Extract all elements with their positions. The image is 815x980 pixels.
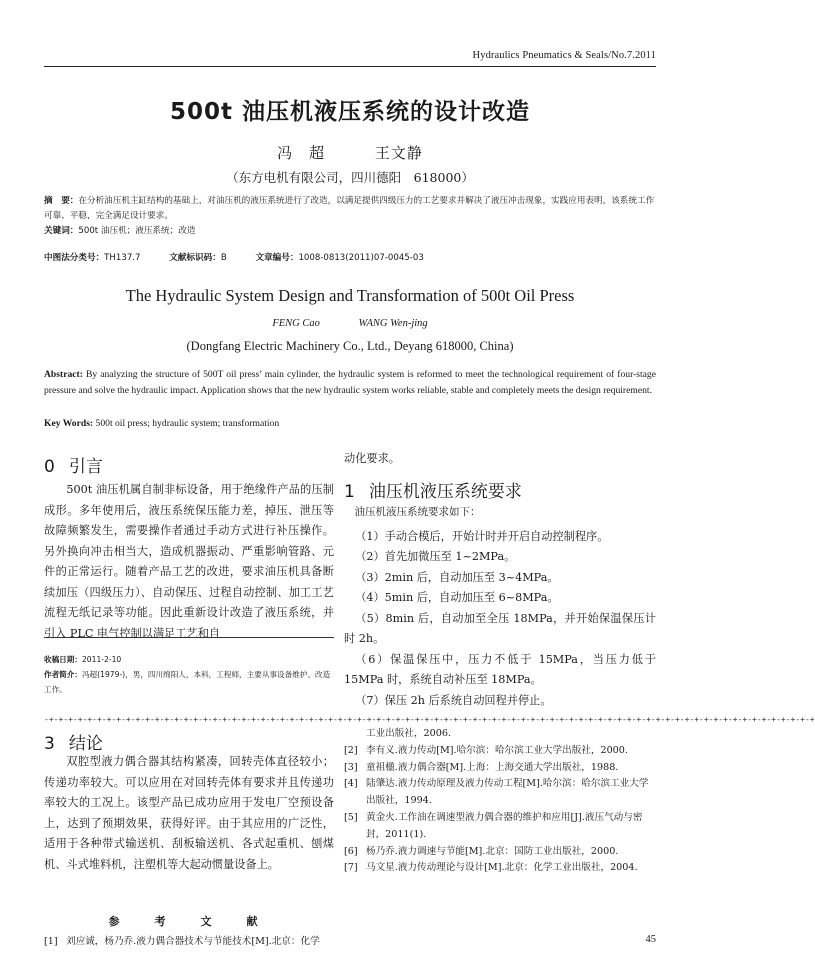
keywords-cn-text: 500t 油压机；液压系统；改造 [78, 226, 196, 236]
reference-item [344, 743, 656, 760]
title-english: The Hydraulic System Design and Transformation of 500t Oil Press [125, 286, 575, 305]
reference-item [344, 844, 656, 861]
reference-number: [6] [344, 845, 358, 857]
requirement-item-4: （4）5min 后，自动加压至 6~8MPa。 [355, 591, 559, 604]
doccode-label: 文献标识码： [169, 253, 221, 263]
header-rule [44, 66, 656, 67]
footnote-author: 冯超(1979-)，男，四川绵阳人，本科，工程师，主要从事设备维护、改造工作。 [44, 670, 331, 694]
section-0-paragraph: 500t 油压机属自制非标设备，用于绝缘件产品的压制成形。多年使用后，液压系统保压能力差，掉压、泄压等故障频繁发生，需要操作者通过手动方式进行补压操作。另外换向冲击相当大，造成机器振动、严重影响管路、元件的正常运行。随着产品工艺的改进，要求油压机具备断续加压（四级压力）、自动保压、过程自动控制、加工工艺流程无纸记录等功能。因此重新设计改造了液压系统，并引入 PLC 电气控制以满足工艺和自 [44, 483, 334, 640]
authors-chinese [0, 142, 700, 163]
abstract-chinese [44, 194, 656, 239]
reference-item [344, 760, 656, 777]
keywords-english [44, 418, 656, 429]
reference-text: 陆肇达.液力传动原理及液力传动工程[M].哈尔滨：哈尔滨工业大学出版社，1994. [366, 778, 649, 807]
footnote [44, 652, 334, 697]
reference-1-text: 刘应诚，杨乃乔.液力偶合器技术与节能技术[M].北京：化学 [66, 936, 320, 947]
section-0-body [44, 480, 334, 644]
author-1: 冯 超 [277, 144, 326, 162]
section-1-intro: 油压机液压系统要求如下： [354, 506, 481, 518]
abstract-cn-label: 摘 要： [44, 196, 79, 206]
section-3-paragraph: 双腔型液力偶合器其结构紧凑，回转壳体直径较小；传递功率较大。可以应用在对回转壳体有要求并且传递功率较大的工况上。该型产品已成功应用于发电厂空预设备上，达到了预期效果，获得好评。由于其应用的广泛性，适用于各种带式输送机、刮板输送机、各式起重机、刨煤机、斗式堆料机，注塑机等大起动惯量设备上。 [44, 755, 334, 871]
section-1-body [344, 502, 656, 711]
authors-english [0, 318, 700, 329]
references-heading: 参 考 文 献 [108, 915, 270, 928]
reference-text: 马文星.液力传动理论与设计[M].北京：化学工业出版社，2004. [366, 862, 638, 874]
section-1-title: 油压机液压系统要求 [368, 482, 522, 502]
footnote-rule [44, 637, 334, 638]
reference-number: [2] [344, 744, 358, 756]
abstract-english [44, 367, 656, 398]
reference-text: 杨乃乔.液力调速与节能[M].北京：国防工业出版社，2000. [366, 845, 619, 857]
affiliation-chinese: （东方电机有限公司，四川德阳 618000） [226, 170, 474, 185]
right-continuation [344, 449, 656, 470]
article-no-value: 1008-0813(2011)07-0045-03 [298, 253, 424, 263]
section-1-number: 1 [344, 482, 355, 502]
section-3-body [44, 752, 334, 875]
classification-line [44, 251, 656, 263]
reference-number: [5] [344, 811, 358, 823]
keywords-cn-label: 关键词： [44, 226, 79, 236]
section-3-number: 3 [44, 734, 55, 754]
footnote-date: 2011-2-10 [81, 655, 122, 664]
reference-text: 童祖楹.液力偶合器[M].上海：上海交通大学出版社，1988. [366, 761, 619, 773]
requirement-item-5: （5）8min 后，自动加至全压 18MPa，并开始保温保压计时 2h。 [344, 611, 656, 645]
footnote-date-label: 收稿日期： [44, 655, 82, 664]
clc-value: TH137.7 [104, 253, 141, 263]
section-0-heading [44, 452, 103, 477]
section-3-heading [44, 729, 103, 754]
abstract-cn-text: 在分析油压机主缸结构的基础上，对油压机的液压系统进行了改造，以满足提供四级压力的工艺要求并解决了液压冲击现象，实践应用表明，该系统工作可靠、平稳，完全满足设计要求。 [44, 196, 655, 221]
affiliation-english: (Dongfang Electric Machinery Co., Ltd., Deyang 618000, China) [186, 339, 514, 353]
requirement-item-2: （2）首先加微压至 1~2MPa。 [355, 550, 516, 563]
requirement-item-3: （3）2min 后，自动加压至 3~4MPa。 [355, 570, 559, 584]
clc-label: 中图法分类号： [44, 253, 105, 263]
page-number: 45 [645, 934, 656, 945]
title-chinese: 500t 油压机液压系统的设计改造 [169, 99, 530, 125]
requirement-item-6: （6）保温保压中，压力不低于 15MPa，当压力低于 15MPa 时，系统自动补压至 18MPa。 [344, 652, 656, 686]
section-1-heading [344, 477, 522, 502]
reference-item [344, 810, 656, 844]
author-2: 王文静 [374, 144, 423, 162]
section-3-title: 结论 [68, 734, 103, 754]
section-0-number: 0 [44, 457, 55, 477]
reference-number: [7] [344, 862, 358, 874]
author-en-1: FENG Cao [272, 318, 320, 329]
reference-text: 黄金火.工作油在调速型液力偶合器的维护和应用[J].液压气动与密封，2011(1). [366, 811, 643, 840]
reference-number: [3] [344, 761, 358, 773]
reference-1-continuation [344, 726, 656, 743]
keywords-en-text: 500t oil press; hydraulic system; transformation [95, 418, 280, 429]
right-continuation-text: 动化要求。 [344, 452, 400, 465]
section-0-title: 引言 [68, 457, 103, 477]
article-no-label: 文章编号： [255, 253, 299, 263]
reference-text: 李有义.液力传动[M].哈尔滨：哈尔滨工业大学出版社，2000. [366, 744, 628, 756]
reference-item [344, 860, 656, 877]
keywords-en-label: Key Words: [44, 418, 94, 429]
footnote-author-label: 作者简介： [44, 670, 82, 679]
requirement-item-1: （1）手动合模后，开始计时并开启自动控制程序。 [355, 529, 609, 543]
reference-1 [44, 934, 334, 951]
running-header: Hydraulics Pneumatics & Seals/No.7.2011 [472, 50, 656, 61]
reference-number: [4] [344, 778, 358, 790]
reference-1-cont-text: 工业出版社，2006. [366, 728, 452, 739]
doccode-value: B [220, 253, 227, 263]
reference-1-number: [1] [44, 936, 58, 947]
author-en-2: WANG Wen-jing [358, 318, 428, 329]
article-divider: -+-+-+-+-+-+-+-+-+-+-+-+-+-+-+-+-+-+-+-+-+-+-+-+-+-+-+-+-+-+-+-+-+-+-+-+-+-+-+-+-+-+-+-+-+-+-+-+-+-+-+-+-+-+-+-+-+-+-+-+-+-+-+-+-+-+-+-+-+-+-+-+-+-+-+-+-+-+-+-+ [44, 715, 815, 724]
abstract-en-text: By analyzing the structure of 500T oil press’ main cylinder, the hydraulic system is reformed to meet the technological requirement of four-stage pressure and solve the hydraulic impact. Application shows that the new hydraulic system works reliable, stable and completely meets the design requirement. [44, 369, 656, 396]
references-right [344, 726, 656, 877]
abstract-en-label: Abstract: [44, 369, 83, 380]
requirement-item-7: （7）保压 2h 后系统自动回程并停止。 [355, 693, 552, 707]
reference-item [344, 776, 656, 810]
